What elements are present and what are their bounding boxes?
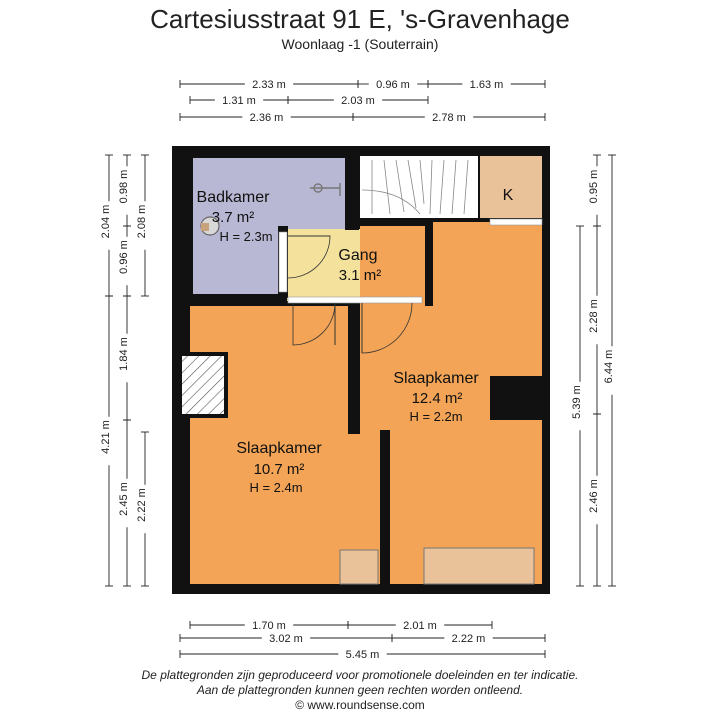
page-subtitle: Woonlaag -1 (Souterrain) [281,36,439,52]
cabinet [340,550,378,584]
dimension-label: 0.96 m [376,79,410,91]
dimension-label: 0.96 m [118,240,130,274]
shaft [180,354,226,416]
cabinet [424,548,534,584]
column [490,376,542,420]
footer-disclaimer: De plattegronden zijn geproduceerd voor promotionele doeleinden en ter indicatie. [141,668,579,682]
dimension-label: 2.46 m [588,479,600,513]
dimension-label: 2.78 m [432,112,466,124]
dimension-label: 2.28 m [588,299,600,333]
dimension-label: 2.22 m [136,488,148,522]
room-label-name: Badkamer [196,189,270,206]
dimension-label: 4.21 m [100,420,112,454]
dimension-label: 5.39 m [571,385,583,419]
dimension-label: 5.45 m [345,649,380,661]
room-label-name: K [502,187,514,204]
footer-copyright: © www.roundsense.com [295,698,425,712]
dimension-label: 2.03 m [341,95,375,107]
dimension-label: 0.98 m [118,169,130,204]
dimension-label: 2.01 m [403,620,437,632]
room-label-name: Slaapkamer [236,440,322,457]
dimension-label: 2.04 m [100,204,112,239]
room-label-height: H = 2.2m [409,409,463,424]
room-label-height: H = 2.3m [219,229,273,244]
room-label-name: Gang [338,247,378,264]
footer-disclaimer-2: Aan de plattegronden kunnen geen rechten worden ontleend. [196,683,524,697]
dimension-label: 1.70 m [252,620,286,632]
dimension-label: 2.08 m [136,204,148,239]
dimension-label: 6.44 m [603,349,615,384]
room-label-height: H = 2.4m [249,480,303,495]
staircase [360,156,478,218]
room-label-area: 12.4 m² [411,390,463,407]
page-title: Cartesiusstraat 91 E, 's-Gravenhage [150,4,570,34]
dimension-label: 2.36 m [249,112,284,124]
dimension-label: 2.33 m [252,79,286,91]
dimension-label: 1.31 m [222,95,256,107]
dimension-label: 2.22 m [451,633,486,645]
dimension-label: 1.63 m [469,79,504,91]
room-label-area: 10.7 m² [253,461,305,478]
dimension-label: 3.02 m [269,633,303,645]
room-label-area: 3.1 m² [338,267,382,284]
dimension-label: 2.45 m [118,482,130,516]
room-label-name: Slaapkamer [393,370,479,387]
dimension-label: 0.95 m [588,169,600,204]
dimension-label: 1.84 m [118,337,130,371]
room-label-area: 3.7 m² [211,209,255,226]
